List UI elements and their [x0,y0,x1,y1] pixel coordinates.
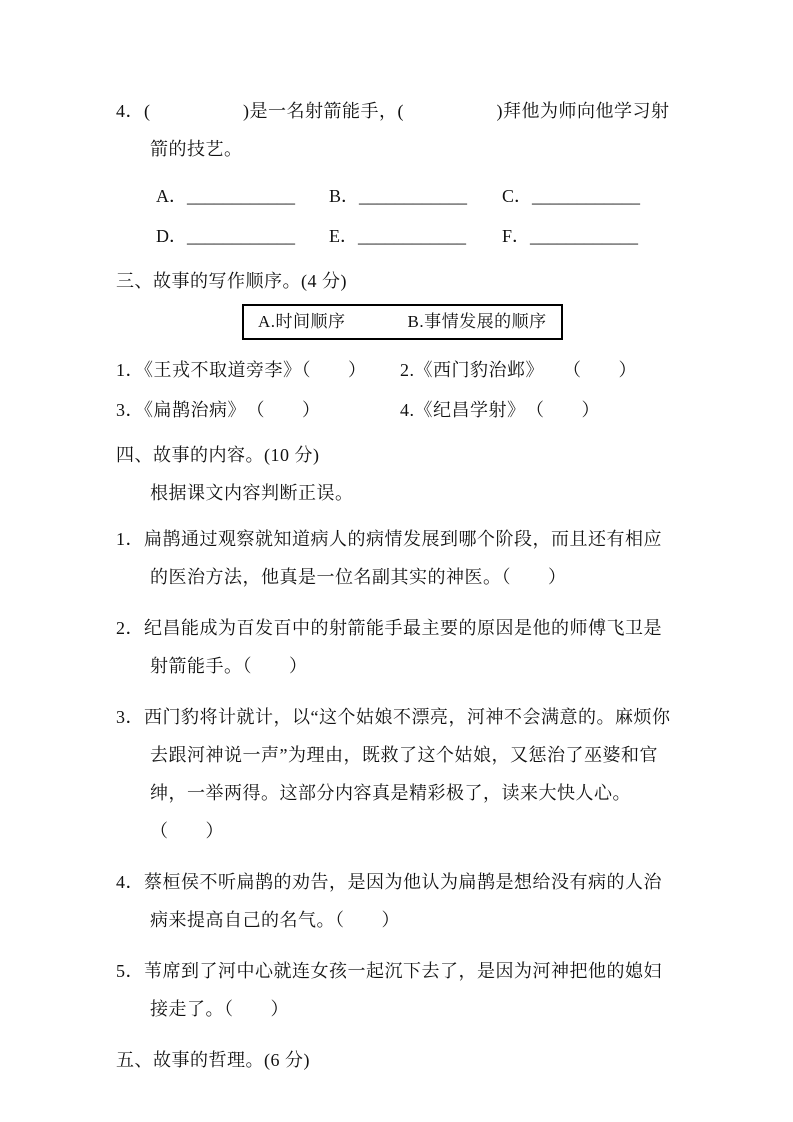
answer-blank-e: E．____________ [329,226,466,246]
tf-item-1: 1．扁鹊通过观察就知道病人的病情发展到哪个阶段，而且还有相应的医治方法，他真是一位名副其实的神医。（ ） [116,529,662,587]
order-item-1: 1．《王戎不取道旁李》（ ） [116,360,367,380]
order-row-2 [116,390,675,430]
answer-blank-b: B．____________ [329,186,468,206]
tf-item-4: 4．蔡桓侯不听扁鹊的劝告，是因为他认为扁鹊是想给没有病的人治病来提高自己的名气。（ ） [116,872,662,930]
answer-blank-a: A．____________ [156,186,295,206]
tf-item-3: 3．西门豹将计就计，以“这个姑娘不漂亮，河神不会满意的。麻烦你去跟河神说一声”为理由，既救了这个姑娘，又惩治了巫婆和官绅，一举两得。这部分内容真是精彩极了，读来大快人心。（ ） [116,707,671,841]
question-4-text: 4．( )是一名射箭能手，( )拜他为师向他学习射箭的技艺。 [116,101,670,159]
tf-item-2: 2．纪昌能成为百发百中的射箭能手最主要的原因是他的师傅飞卫是射箭能手。（ ） [116,618,662,676]
order-row-1 [116,350,675,390]
answer-blank-c: C．____________ [502,186,641,206]
section-four-title: 四、故事的内容。(10 分) [116,445,320,465]
section-four-instruction: 根据课文内容判断正误。 [150,483,354,503]
order-options-box-wrap [116,304,675,340]
order-option-b: B.事情发展的顺序 [407,312,547,331]
order-item-3: 3．《扁鹊治病》 （ ） [116,400,321,420]
answer-blank-f: F．____________ [502,226,639,246]
answer-blank-row-2 [116,216,675,256]
section-five-title: 五、故事的哲理。(6 分) [116,1050,310,1070]
order-item-4: 4.《纪昌学射》 （ ） [400,400,600,420]
section-three-title: 三、故事的写作顺序。(4 分) [116,271,347,291]
tf-item-5: 5．苇席到了河中心就连女孩一起沉下去了，是因为河神把他的媳妇接走了。（ ） [116,961,662,1019]
order-item-2: 2.《西门豹治邺》 （ ） [400,360,637,380]
answer-blank-row-1 [116,176,675,216]
answer-blank-d: D．____________ [156,226,295,246]
order-option-a: A.时间顺序 [258,312,346,331]
order-options-box [242,304,563,340]
